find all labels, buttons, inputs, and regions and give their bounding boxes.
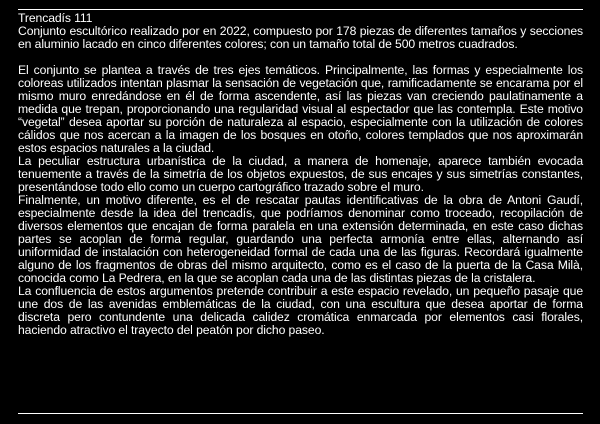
bottom-divider [18, 413, 583, 414]
paragraph-gaudi: Finalmente, un motivo diferente, es el de rescatar pautas identificativas de la obra de Antoni Gaudí, especialmente desde la idea del trencadís, que podríamos denominar como troceado, recopilación de diversos elementos que encajan de forma paralela en una extensión determinada, en este caso dichas partes se acoplan de forma regular, guardando una perfecta armonía entre ellas, alternando así uniformidad de instalación con heterogeneidad formal de cada una de las figuras. Recordará igualmente alguno de los fragmentos de obras del mismo arquitecto, como es el caso de la puerta de la Casa Milà, conocida como La Pedrera, en la que se acoplan cada una de las distintas piezas de la cristalera. [18, 193, 583, 285]
paragraph-conclusion: La confluencia de estos argumentos pretende contribuir a este espacio revelado, un pequeño pasaje que une dos de las avenidas emblemáticas de la ciudad, con una escultura que desea aportar de forma discreta pero contundente una delicada calidez cromática enmarcada por elementos casi florales, haciendo atractivo el trayecto del peatón por dicho paseo. [18, 284, 583, 337]
paragraph-urban-structure: La peculiar estructura urbanística de la ciudad, a manera de homenaje, aparece también evocada tenuemente a través de la simetría de los objetos expuestos, de sus encajes y sus simetrías constantes, presentándose todo ello como un cuerpo cartográfico trazado sobre el muro. [18, 154, 583, 194]
top-divider [18, 9, 583, 10]
paragraph-themes: El conjunto se plantea a través de tres ejes temáticos. Principalmente, las formas y especialmente los coloreas utilizados intentan plasmar la sensación de vegetación que, ramificadamente se encarama por el mismo muro enredándose en él de forma ascendente, así las piezas van creciendo paulatinamente a medida que trepan, proporcionando una regularidad visual al espectador que las contempla. Este motivo “vegetal” desea aportar su porción de naturaleza al espacio, especialmente con la utilización de colores cálidos que nos acercan a la imagen de los bosques en otoño, colores templados que nos aproximarán estos espacios naturales a la ciudad. [18, 63, 583, 155]
document-title: Trencadís 111 [18, 11, 93, 25]
intro-paragraph: Conjunto escultórico realizado por en 2022, compuesto por 178 piezas de diferentes tamaños y secciones en aluminio lacado en cinco diferentes colores; con un tamaño total de 500 metros cuadrados. [18, 24, 583, 51]
document-body [18, 12, 583, 337]
